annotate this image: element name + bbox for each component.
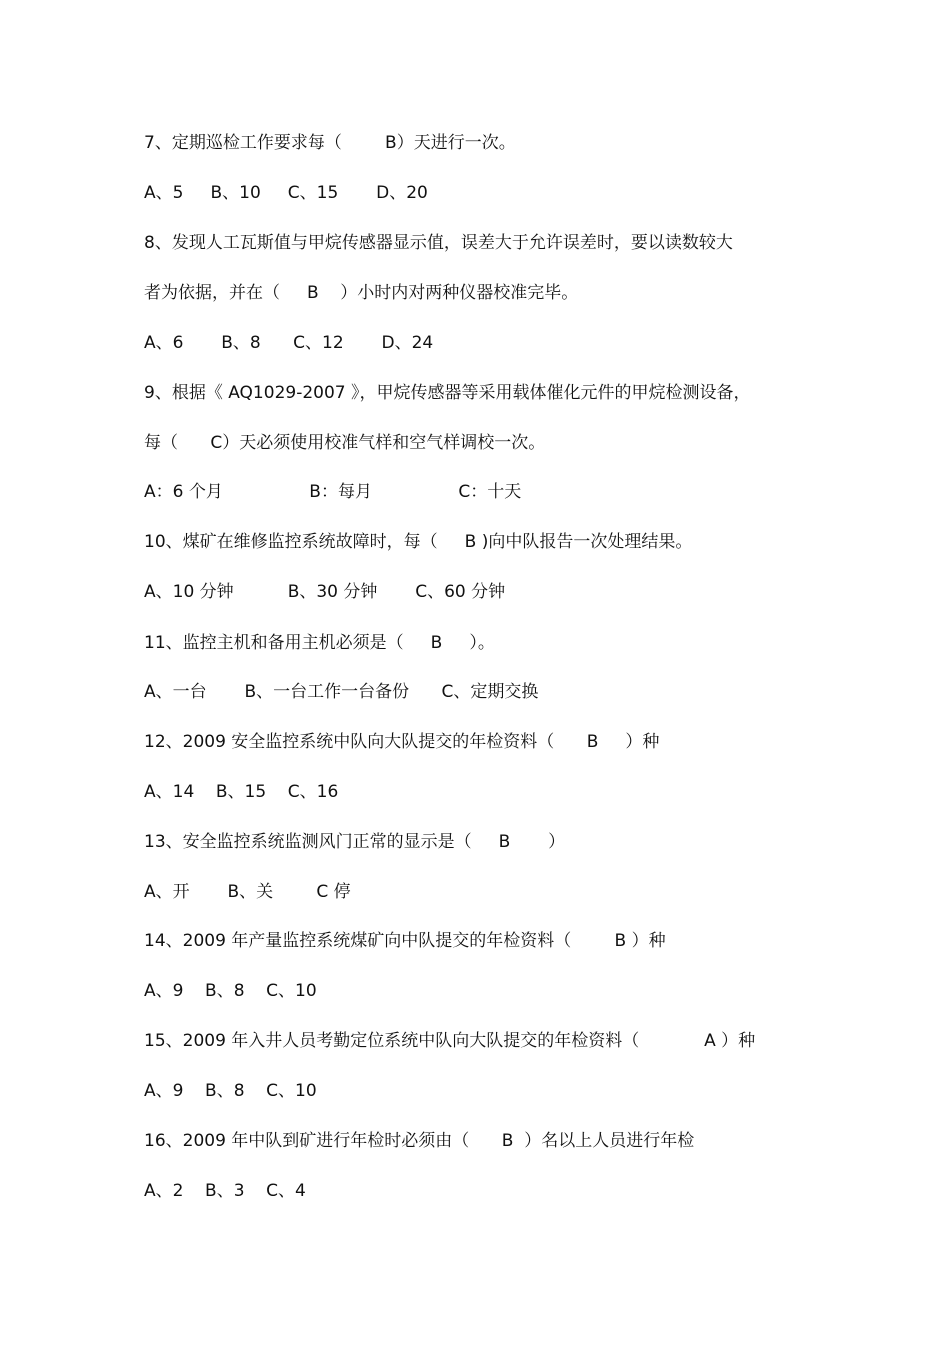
question-10-text: 10、煤矿在维修监控系统故障时，每（ B )向中队报告一次处理结果。 [144, 532, 693, 552]
question-8-options: A、6 B、8 C、12 D、24 [144, 333, 434, 353]
question-15-text: 15、2009 年入井人员考勤定位系统中队向大队提交的年检资料（ A ）种 [144, 1031, 756, 1051]
question-13-text: 13、安全监控系统监测风门正常的显示是（ B ） [144, 832, 566, 852]
question-16-text: 16、2009 年中队到矿进行年检时必须由（ B ）名以上人员进行年检 [144, 1131, 695, 1151]
question-14-options: A、9 B、8 C、10 [144, 981, 317, 1001]
question-9-text-line2: 每（ C）天必须使用校准气样和空气样调校一次。 [144, 433, 546, 453]
question-7-text: 7、定期巡检工作要求每（ B）天进行一次。 [144, 133, 516, 153]
question-16-options: A、2 B、3 C、4 [144, 1181, 306, 1201]
question-8-text-line2: 者为依据，并在（ B ）小时内对两种仪器校准完毕。 [144, 283, 579, 303]
question-15-options: A、9 B、8 C、10 [144, 1081, 317, 1101]
question-13-options: A、开 B、关 C 停 [144, 882, 351, 902]
question-10-options: A、10 分钟 B、30 分钟 C、60 分钟 [144, 582, 506, 602]
question-14-text: 14、2009 年产量监控系统煤矿向中队提交的年检资料（ B ）种 [144, 931, 666, 951]
question-12-text: 12、2009 安全监控系统中队向大队提交的年检资料（ B ）种 [144, 732, 660, 752]
question-9-options: A：6 个月 B：每月 C：十天 [144, 482, 522, 502]
question-11-options: A、一台 B、一台工作一台备份 C、定期交换 [144, 682, 539, 702]
question-7-options: A、5 B、10 C、15 D、20 [144, 183, 428, 203]
question-11-text: 11、监控主机和备用主机必须是（ B ）。 [144, 633, 495, 653]
question-12-options: A、14 B、15 C、16 [144, 782, 339, 802]
question-9-text-line1: 9、根据《 AQ1029-2007 》，甲烷传感器等采用载体催化元件的甲烷检测设备， [144, 383, 751, 403]
question-8-text-line1: 8、发现人工瓦斯值与甲烷传感器显示值，误差大于允许误差时，要以读数较大 [144, 233, 733, 253]
